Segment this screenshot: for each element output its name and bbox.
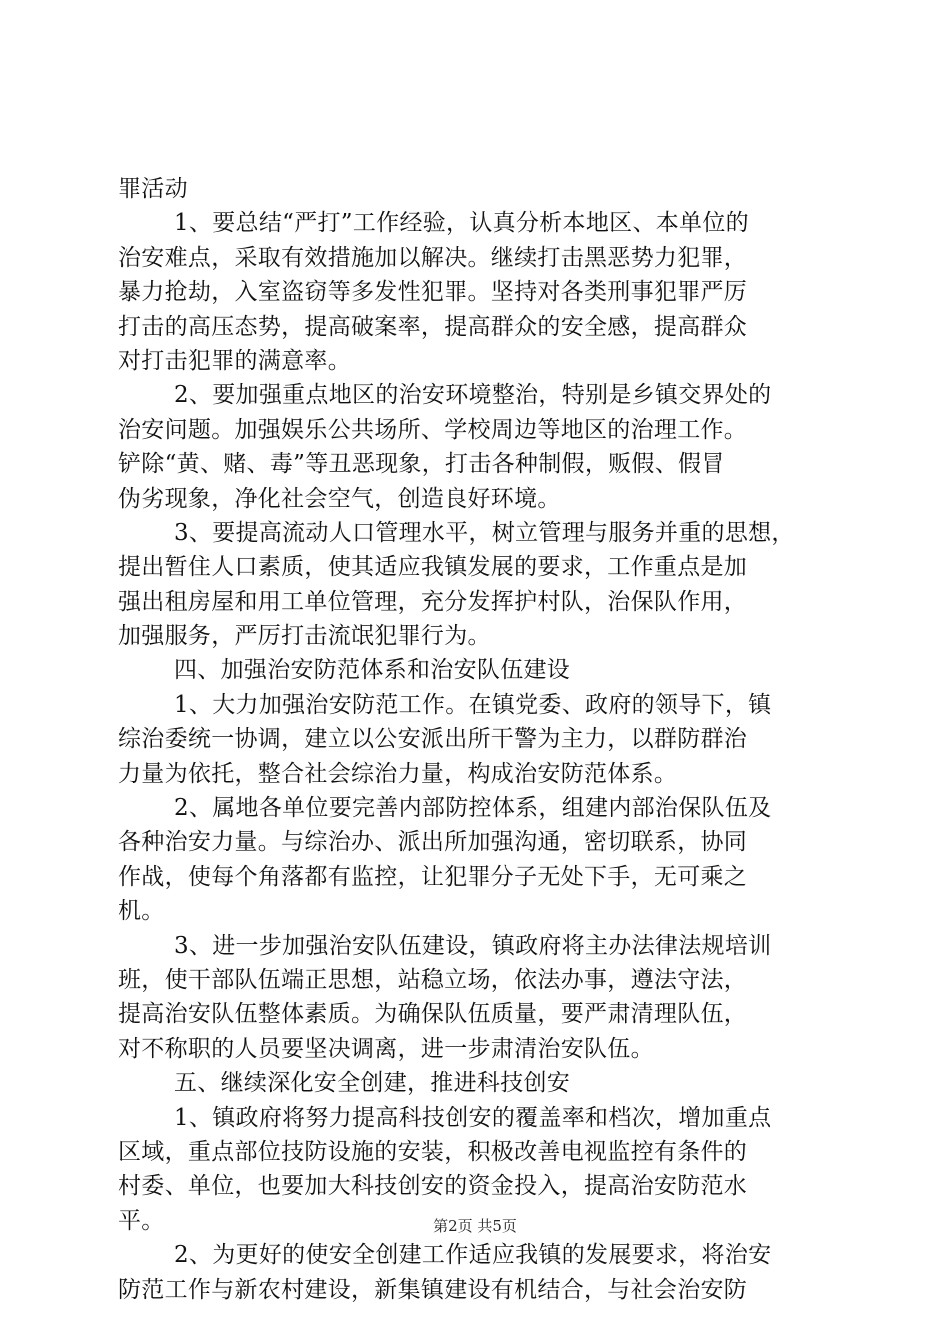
paragraph-start: 1、大力加强治安防范工作。在镇党委、政府的领导下，镇	[174, 691, 772, 718]
text-line: 综治委统一协调，建立以公安派出所干警为主力，以群防群治	[118, 726, 748, 753]
text-line: 铲除“黄、赌、毒”等丑恶现象，打击各种制假，贩假、假冒	[118, 451, 725, 478]
text-line: 力量为依托，整合社会综治力量，构成治安防范体系。	[118, 760, 678, 787]
text-line: 罪活动	[118, 176, 188, 202]
paragraph-start: 1、镇政府将努力提高科技创安的覆盖率和档次，增加重点	[174, 1104, 772, 1131]
text-line: 强出租房屋和用工单位管理，充分发挥护村队，治保队作用，	[118, 588, 748, 615]
text-line: 班，使干部队伍端正思想，站稳立场，依法办事，遵法守法，	[118, 966, 748, 993]
paragraph-start: 3、进一步加强治安队伍建设，镇政府将主办法律法规培训	[174, 932, 772, 959]
text-line: 各种治安力量。与综治办、派出所加强沟通，密切联系，协同	[118, 829, 748, 856]
text-line: 治安问题。加强娱乐公共场所、学校周边等地区的治理工作。	[118, 416, 748, 443]
document-body	[118, 172, 834, 1307]
text-line: 平。	[118, 1207, 165, 1234]
paragraph-start: 1、要总结“严打”工作经验，认真分析本地区、本单位的	[174, 210, 749, 237]
text-line: 作战，使每个角落都有监控，让犯罪分子无处下手，无可乘之	[118, 863, 748, 890]
text-line: 治安难点，采取有效措施加以解决。继续打击黑恶势力犯罪，	[118, 244, 748, 271]
paragraph-start: 2、为更好的使安全创建工作适应我镇的发展要求，将治安	[174, 1242, 772, 1269]
text-line: 加强服务，严厉打击流氓犯罪行为。	[118, 623, 491, 650]
page-number-footer: 第2页 共5页	[433, 1217, 517, 1235]
text-line: 对打击犯罪的满意率。	[118, 347, 351, 374]
text-line: 提出暂住人口素质，使其适应我镇发展的要求，工作重点是加	[118, 554, 748, 581]
text-line: 伪劣现象，净化社会空气，创造良好环境。	[118, 485, 561, 512]
text-line: 防范工作与新农村建设，新集镇建设有机结合，与社会治安防	[118, 1276, 748, 1303]
text-line: 对不称职的人员要坚决调离，进一步肃清治安队伍。	[118, 1035, 654, 1062]
section-heading: 五、继续深化安全创建，推进科技创安	[174, 1070, 571, 1097]
paragraph-start: 2、要加强重点地区的治安环境整治，特别是乡镇交界处的	[174, 382, 772, 409]
text-line: 机。	[118, 898, 165, 925]
text-line: 暴力抢劫，入室盗窃等多发性犯罪。坚持对各类刑事犯罪严厉	[118, 279, 748, 306]
text-line: 打击的高压态势，提高破案率，提高群众的安全感，提高群众	[118, 313, 748, 340]
text-line: 村委、单位，也要加大科技创安的资金投入，提高治安防范水	[118, 1173, 748, 1200]
text-line: 区域，重点部位技防设施的安装，积极改善电视监控有条件的	[118, 1138, 748, 1165]
section-heading: 四、加强治安防范体系和治安队伍建设	[174, 657, 571, 684]
paragraph-start: 3、要提高流动人口管理水平，树立管理与服务并重的思想，	[174, 519, 795, 546]
text-line: 提高治安队伍整体素质。为确保队伍质量，要严肃清理队伍，	[118, 1001, 748, 1028]
paragraph-start: 2、属地各单位要完善内部防控体系，组建内部治保队伍及	[174, 795, 772, 822]
